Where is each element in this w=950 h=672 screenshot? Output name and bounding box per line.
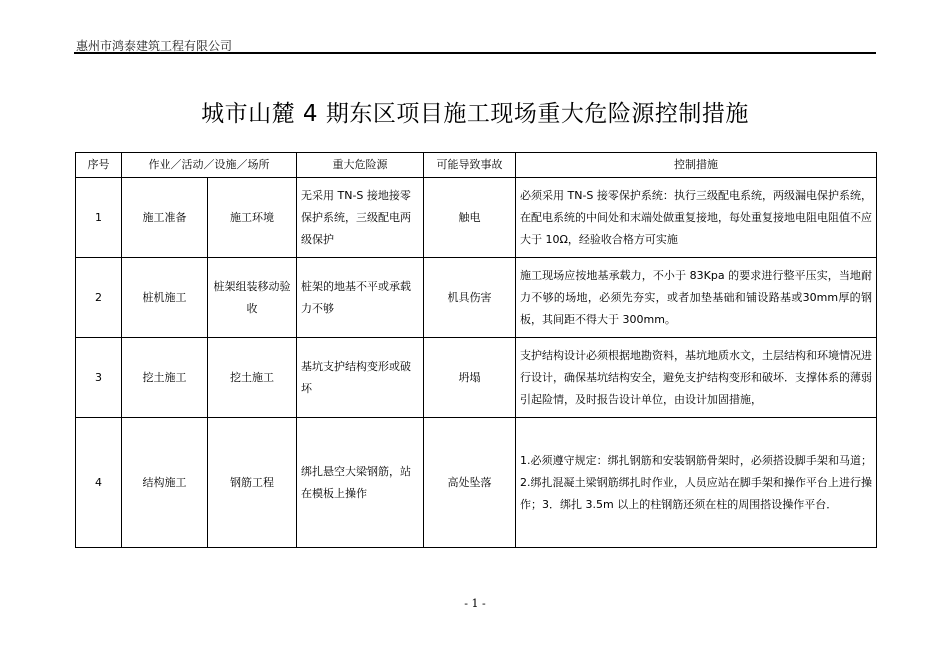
cell-no: 2: [76, 258, 122, 338]
cell-measures: 1.必须遵守规定：绑扎钢筋和安装钢筋骨架时，必须搭设脚手架和马道；2.绑扎混凝土梁钢筋绑扎时作业，人员应站在脚手架和操作平台上进行操作；3．绑扎 3.5m 以上的柱钢筋还须在柱的周围搭设操作平台．: [516, 418, 877, 548]
cell-hazard: 基坑支护结构变形或破坏: [297, 338, 424, 418]
cell-activity: 桩机施工: [122, 258, 208, 338]
table-header-row: [76, 153, 877, 178]
header-rule: [74, 52, 876, 54]
cell-no: 3: [76, 338, 122, 418]
cell-measures: 必须采用 TN-S 接零保护系统：执行三级配电系统，两级漏电保护系统，在配电系统的中间处和末端处做重复接地，每处重复接地电阻电阻值不应大于 10Ω，经验收合格方可实施: [516, 178, 877, 258]
page-number: - 1 -: [464, 597, 486, 610]
cell-site: 桩架组装移动验收: [208, 258, 297, 338]
cell-hazard: 无采用 TN-S 接地接零保护系统，三级配电两级保护: [297, 178, 424, 258]
cell-accident: 坍塌: [424, 338, 516, 418]
document-title: 城市山麓 4 期东区项目施工现场重大危险源控制措施: [201, 101, 749, 128]
table-row: [76, 418, 877, 548]
table-row: [76, 338, 877, 418]
cell-no: 1: [76, 178, 122, 258]
table-row: [76, 258, 877, 338]
header-activity: 作业／活动／设施／场所: [122, 153, 297, 178]
company-name: 惠州市鸿泰建筑工程有限公司: [76, 39, 233, 53]
cell-accident: 高处坠落: [424, 418, 516, 548]
cell-accident: 机具伤害: [424, 258, 516, 338]
cell-hazard: 绑扎悬空大梁钢筋，站在模板上操作: [297, 418, 424, 548]
cell-activity: 施工准备: [122, 178, 208, 258]
cell-measures: 施工现场应按地基承载力，不小于 83Kpa 的要求进行整平压实，当地耐力不够的场地，必须先夯实，或者加垫基础和铺设路基或30mm厚的钢板，其间距不得大于 300mm。: [516, 258, 877, 338]
cell-activity: 结构施工: [122, 418, 208, 548]
table-row: [76, 178, 877, 258]
cell-measures: 支护结构设计必须根据地勘资料，基坑地质水文，土层结构和环境情况进行设计，确保基坑结构安全，避免支护结构变形和破坏．支撑体系的薄弱引起险情，及时报告设计单位，由设计加固措施，: [516, 338, 877, 418]
cell-site: 施工环境: [208, 178, 297, 258]
cell-site: 钢筋工程: [208, 418, 297, 548]
cell-hazard: 桩架的地基不平或承载力不够: [297, 258, 424, 338]
header-no: 序号: [76, 153, 122, 178]
header-measures: 控制措施: [516, 153, 877, 178]
header-hazard: 重大危险源: [297, 153, 424, 178]
header-accident: 可能导致事故: [424, 153, 516, 178]
cell-accident: 触电: [424, 178, 516, 258]
cell-activity: 挖土施工: [122, 338, 208, 418]
cell-site: 挖土施工: [208, 338, 297, 418]
cell-no: 4: [76, 418, 122, 548]
hazard-control-table: [75, 152, 877, 548]
